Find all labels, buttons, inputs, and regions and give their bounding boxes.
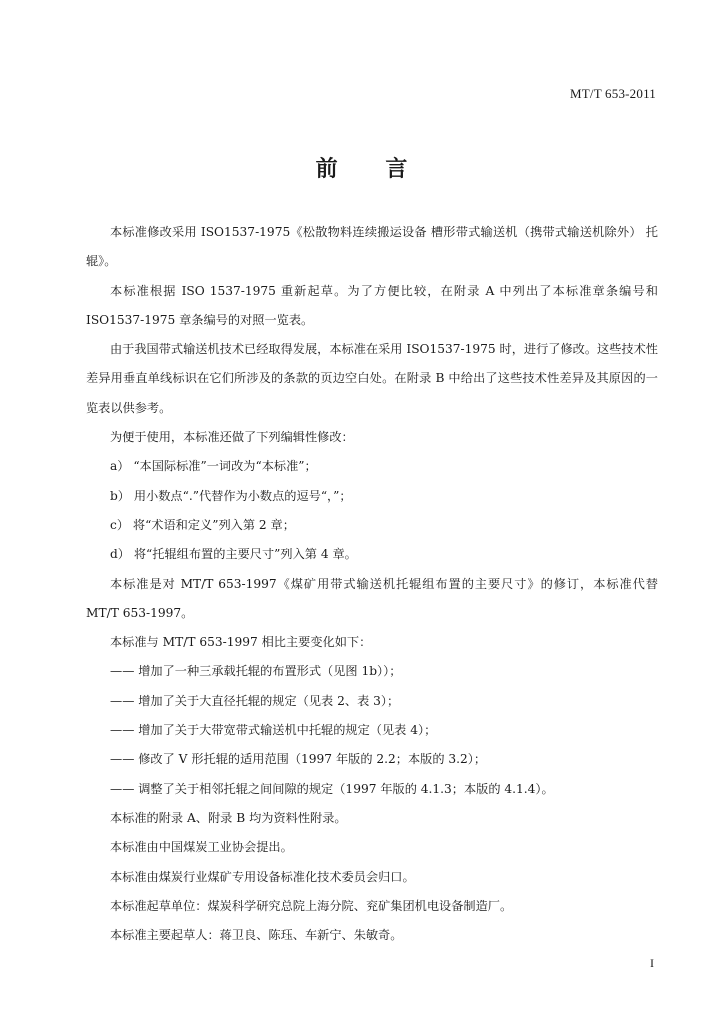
change-item-1: —— 增加了一种三承载托辊的布置形式（见图 1b））；: [110, 664, 402, 679]
change-item-5: —— 调整了关于相邻托辊之间间隙的规定（1997 年版的 4.1.3；本版的 4.1.4）。: [110, 781, 554, 796]
change-item-3: —— 增加了关于大带宽带式输送机中托辊的规定（见表 4）；: [110, 723, 437, 738]
paragraph-committee: 本标准由煤炭行业煤矿专用设备标准化技术委员会归口。: [110, 869, 415, 884]
paragraph-drafting-basis: 本标准根据 ISO 1537-1975 重新起草。为了方便比较，在附录 A 中列出了本标准章条编号和 ISO1537-1975 章条编号的对照一览表。: [86, 283, 658, 327]
foreword-body: [86, 218, 658, 950]
list-item-a: a） “本国际标准”一词改为“本标准”；: [110, 459, 317, 474]
paragraph-editorial-intro: 为便于使用，本标准还做了下列编辑性修改：: [110, 430, 354, 445]
paragraph-drafters: 本标准主要起草人：蒋卫良、陈珏、车新宁、朱敏奇。: [110, 928, 403, 943]
list-item-d: d） 将“托辊组布置的主要尺寸”列入第 4 章。: [110, 547, 357, 562]
page-title: 前 言: [315, 157, 409, 182]
page-number: I: [650, 956, 654, 970]
paragraph-annexes: 本标准的附录 A、附录 B 均为资料性附录。: [110, 810, 347, 825]
paragraph-technical-differences: 由于我国带式输送机技术已经取得发展，本标准在采用 ISO1537-1975 时，进行了修改。这些技术性差异用垂直单线标识在它们所涉及的条款的页边空白处。在附录 B 中给出了这些技术性差异及其原因的一览表以供参考。: [86, 342, 658, 415]
change-item-4: —— 修改了 V 形托辊的适用范围（1997 年版的 2.2；本版的 3.2）；: [110, 752, 487, 767]
list-item-b: b） 用小数点“.”代替作为小数点的逗号“，”；: [110, 488, 352, 503]
paragraph-drafting-units: 本标准起草单位：煤炭科学研究总院上海分院、兖矿集团机电设备制造厂。: [110, 898, 513, 913]
change-item-2: —— 增加了关于大直径托辊的规定（见表 2、表 3）；: [110, 693, 400, 708]
paragraph-proposer: 本标准由中国煤炭工业协会提出。: [110, 840, 293, 855]
paragraph-adoption: 本标准修改采用 ISO1537-1975《松散物料连续搬运设备 槽形带式输送机（携带式输送机除外） 托辊》。: [86, 225, 658, 269]
list-item-c: c） 将“术语和定义”列入第 2 章；: [110, 517, 295, 532]
standard-number: MT/T 653-2011: [569, 86, 656, 101]
paragraph-changes-intro: 本标准与 MT/T 653-1997 相比主要变化如下：: [110, 635, 372, 650]
paragraph-revision: 本标准是对 MT/T 653-1997《煤矿用带式输送机托辊组布置的主要尺寸》的修订，本标准代替 MT/T 653-1997。: [86, 576, 658, 620]
